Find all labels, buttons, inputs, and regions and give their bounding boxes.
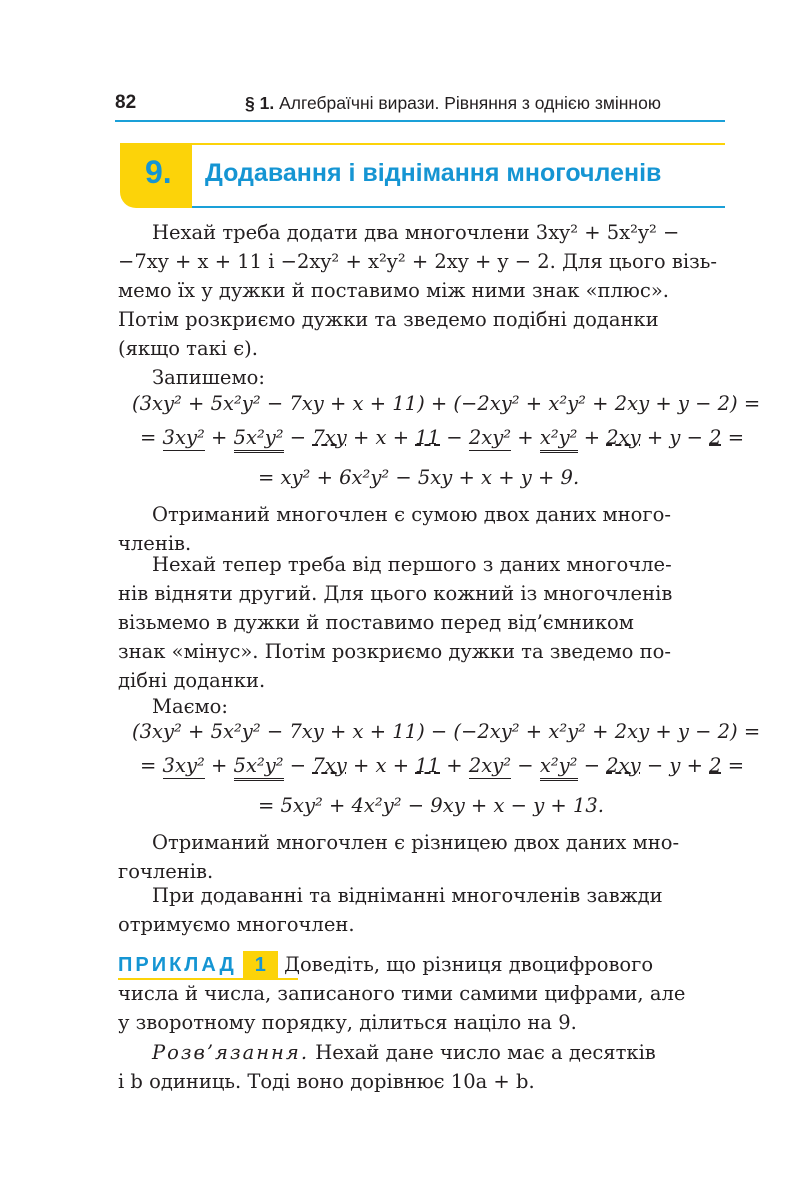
text-line: При додаванні та відніманні многочленів завжди: [152, 884, 663, 907]
text-line: отримуємо многочлен.: [118, 913, 355, 936]
text-line: Нехай тепер треба від першого з даних многочле-: [152, 553, 672, 576]
text-line: числа й числа, записаного тими самими цифрами, але: [118, 982, 686, 1005]
text-line: у зворотному порядку, ділиться націло на 9.: [118, 1011, 577, 1034]
text-line: членів.: [118, 532, 192, 555]
section-title: Додавання і віднімання многочленів: [205, 159, 662, 187]
page-header: [115, 92, 725, 122]
example-label: ПРИКЛАД: [118, 954, 237, 976]
sum-equation-line-2: = 3xy² + 5x²y² − 7xy + x + 11 − 2xy² + x²y² + 2xy + y − 2 =: [140, 426, 752, 449]
text-line: і b одиниць. Тоді воно дорівнює 10a + b.: [118, 1070, 535, 1093]
section-ref: § 1.: [245, 93, 275, 113]
running-title: [245, 93, 661, 114]
text-line: гочленів.: [118, 860, 214, 883]
solution-label: Розв’язання.: [152, 1041, 310, 1064]
text-line: Отриманий многочлен є сумою двох даних много-: [152, 503, 671, 526]
example-number: 1: [243, 951, 278, 980]
paragraph-diff-result: [118, 828, 730, 886]
have-label: Маємо:: [152, 695, 228, 718]
chapter-title: Алгебраїчні вирази. Рівняння з однією змінною: [279, 93, 661, 113]
diff-equation-line-3: = 5xy² + 4x²y² − 9xy + x − y + 13.: [258, 794, 604, 817]
text-line: візьмемо в дужки й поставимо перед від’ємником: [118, 611, 634, 634]
paragraph-intro: [118, 218, 730, 363]
text-line: знак «мінус». Потім розкриємо дужки та зведемо по-: [118, 640, 671, 663]
text-line: Отриманий многочлен є різницею двох даних мно-: [152, 831, 680, 854]
example-first-line: [118, 950, 730, 979]
sum-equation-line-1: (3xy² + 5x²y² − 7xy + x + 11) + (−2xy² + x²y² + 2xy + y − 2) =: [132, 392, 761, 415]
text-line: Потім розкриємо дужки та зведемо подібні доданки: [118, 308, 659, 331]
text-line: Нехай дане число має a десятків: [315, 1041, 656, 1064]
solution-first-line: [118, 1038, 730, 1067]
text-line: мемо їх у дужки й поставимо між ними знак «плюс».: [118, 279, 669, 302]
example-block: [118, 950, 730, 1037]
text-line: Нехай треба додати два многочлени 3xy² + 5x²y² −: [152, 221, 680, 244]
have-label-block: [118, 692, 730, 721]
solution-block: [118, 1038, 730, 1096]
text-line: Доведіть, що різниця двоцифрового: [284, 953, 654, 976]
diff-equation-line-1: (3xy² + 5x²y² − 7xy + x + 11) − (−2xy² + x²y² + 2xy + y − 2) =: [132, 720, 761, 743]
write-label-block: [118, 363, 730, 392]
text-line: −7xy + x + 11 і −2xy² + x²y² + 2xy + y − 2. Для цього візь-: [118, 250, 717, 273]
header-rule: [115, 120, 725, 122]
sum-equation-line-3: = xy² + 6x²y² − 5xy + x + y + 9.: [258, 466, 580, 489]
section-number: 9.: [145, 154, 172, 190]
write-label: Запишемо:: [152, 366, 265, 389]
paragraph-subtract: [118, 550, 730, 695]
paragraph-conclusion: [118, 881, 730, 939]
text-line: нів відняти другий. Для цього кожний із многочленів: [118, 582, 673, 605]
text-line: (якщо такі є).: [118, 337, 258, 360]
text-line: дібні доданки.: [118, 669, 266, 692]
page-number: 82: [115, 92, 137, 113]
diff-equation-line-2: = 3xy² + 5x²y² − 7xy + x + 11 + 2xy² − x²y² − 2xy − y + 2 =: [140, 754, 752, 777]
